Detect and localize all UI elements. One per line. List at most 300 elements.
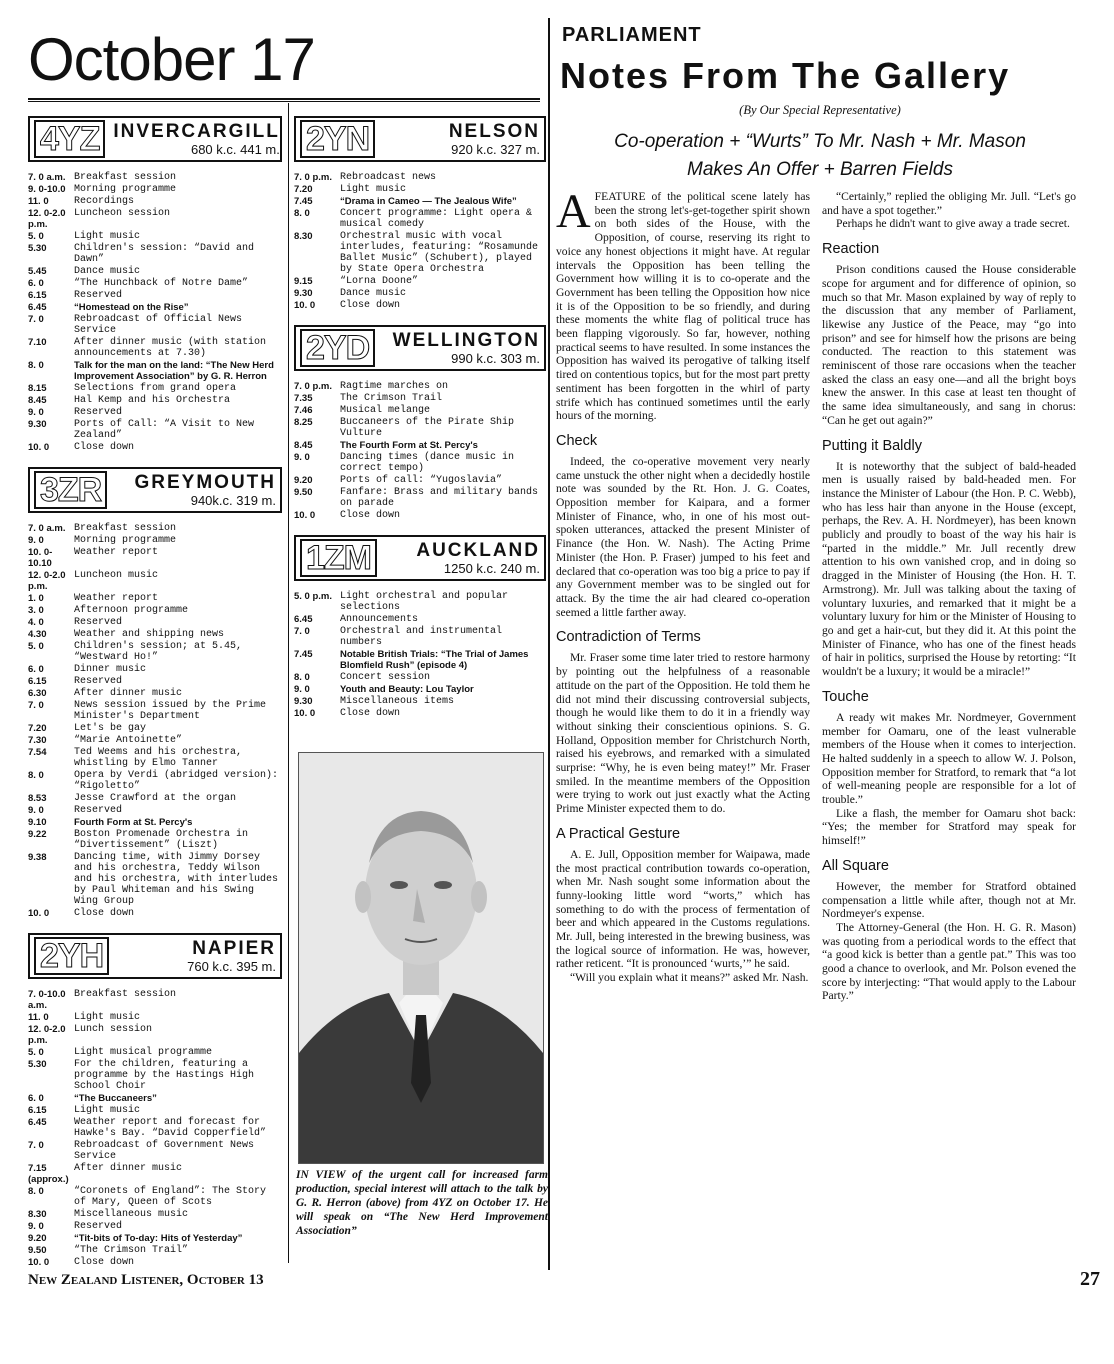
schedule-time: 10. 0 <box>28 1257 50 1268</box>
schedule-programme: Concert programme: Light opera & musical comedy <box>340 208 533 230</box>
header-rule <box>28 98 540 100</box>
schedule-time: 8.15 <box>28 383 47 394</box>
schedule-programme: Luncheon session <box>74 208 171 219</box>
station-meta <box>117 939 276 974</box>
schedule-programme: Weather report <box>74 593 159 604</box>
schedule-programme: Lunch session <box>74 1024 153 1035</box>
schedule-row <box>28 1059 282 1092</box>
article-column-1 <box>556 185 810 985</box>
schedule-time: 9. 0-10.0 <box>28 184 66 195</box>
schedule-programme: “Drama in Cameo — The Jealous Wife” <box>340 196 517 207</box>
schedule-programme: Announcements <box>340 614 419 625</box>
schedule-time: 8.25 <box>294 417 313 428</box>
schedule-time: 9.15 <box>294 276 313 287</box>
schedule-programme: “The Hunchback of Notre Dame” <box>74 278 249 289</box>
schedule-time: 7.15 (approx.) <box>28 1163 69 1185</box>
schedule-row <box>294 276 546 287</box>
schedule-programme: “The Crimson Trail” <box>74 1245 189 1256</box>
schedule-programme: Jesse Crawford at the organ <box>74 793 237 804</box>
schedule-row <box>28 793 282 804</box>
schedule-row <box>28 1221 282 1232</box>
schedule-programme: Rebroadcast news <box>340 172 437 183</box>
schedule-row <box>28 278 282 289</box>
schedule-column-right <box>294 116 546 733</box>
station-schedule <box>294 172 546 311</box>
schedule-programme: Children's session: “David and Dawn” <box>74 243 255 265</box>
article-byline: (By Our Special Representative) <box>739 103 901 117</box>
schedule-time: 6. 0 <box>28 664 44 675</box>
schedule-programme: Breakfast session <box>74 989 177 1000</box>
schedule-time: 6.15 <box>28 676 47 687</box>
station-frequency: 990 k.c. 303 m. <box>451 350 540 366</box>
schedule-time: 9.30 <box>294 696 313 707</box>
article-column-2 <box>822 190 1076 1003</box>
schedule-row <box>294 172 546 183</box>
schedule-row <box>28 617 282 628</box>
station-schedule <box>294 591 546 719</box>
article-paragraph: Perhaps he didn't want to give away a trade secret. <box>836 217 1070 231</box>
schedule-time: 9.20 <box>294 475 313 486</box>
station-meta <box>113 122 280 157</box>
schedule-time: 7. 0 p.m. <box>294 381 333 392</box>
schedule-programme: Close down <box>340 708 401 719</box>
schedule-time: 8. 0 <box>28 770 44 781</box>
schedule-programme: Ports of call: “Yugoslavia” <box>340 475 503 486</box>
schedule-time: 6.15 <box>28 290 47 301</box>
schedule-row <box>294 231 546 275</box>
schedule-time: 5. 0 p.m. <box>294 591 333 602</box>
schedule-row <box>294 696 546 707</box>
schedule-time: 8. 0 <box>294 672 310 683</box>
schedule-programme: For the children, featuring a programme by the Hastings High School Choir <box>74 1059 255 1092</box>
station-city: WELLINGTON <box>392 329 540 351</box>
station-header <box>28 467 282 513</box>
station-schedule <box>28 989 282 1268</box>
schedule-time: 8.30 <box>294 231 313 242</box>
schedule-time: 5.30 <box>28 243 47 254</box>
schedule-row <box>294 649 546 671</box>
schedule-time: 7. 0 <box>294 626 310 637</box>
schedule-programme: Hal Kemp and his Orchestra <box>74 395 231 406</box>
schedule-row <box>28 908 282 919</box>
article-paragraph: It is noteworthy that the subject of bald-headed men is usually raised by bald-headed men. For instance the Minister of Labour (the Hon. P. C. Webb), who has less hair than anyone in the House (except, perhaps, the Rev. A. H. Nordmeyer), has been known publicly and proudly to boast of the way his hair is “parted in the middle.” Mr. Jull recently drew attention to his own vanished crop, and in doing so dragged in the Minister of Housing (the Hon. H. T. Armstrong). Mr. Jull was talking about the taxing of voluntary luxuries, and remarked that it might be a voluntary luxury for him or the Minister of Housing to go and get a hair-cut, but they did it. At this point the Minister of Finance, who has one of the finest heads of hair in politics, surprised the House by retorting: “It wouldn't be a luxury; it would be a miracle!” <box>822 459 1076 679</box>
station-block <box>28 933 282 1268</box>
schedule-row <box>28 664 282 675</box>
article-subhead: Putting it Baldly <box>822 437 922 454</box>
schedule-time: 7.45 <box>294 649 313 660</box>
schedule-time: 7. 0 p.m. <box>294 172 333 183</box>
schedule-row <box>28 688 282 699</box>
schedule-row <box>28 747 282 769</box>
schedule-programme: Opera by Verdi (abridged version): “Rigoletto” <box>74 770 279 792</box>
schedule-programme: After dinner music <box>74 1163 183 1174</box>
schedule-time: 8.45 <box>294 440 313 451</box>
schedule-programme: Buccaneers of the Pirate Ship Vulture <box>340 417 515 439</box>
schedule-programme: Orchestral and instrumental numbers <box>340 626 503 648</box>
schedule-row <box>28 535 282 546</box>
schedule-programme: Miscellaneous items <box>340 696 455 707</box>
station-callsign: 2YN <box>300 120 375 158</box>
schedule-row <box>28 770 282 792</box>
schedule-time: 8. 0 <box>294 208 310 219</box>
schedule-programme: Light music <box>74 231 141 242</box>
schedule-programme: Reserved <box>74 676 123 687</box>
station-header <box>294 325 546 371</box>
station-schedule <box>28 172 282 453</box>
schedule-row <box>294 288 546 299</box>
schedule-programme: Dancing time, with Jimmy Dorsey and his orchestra, Teddy Wilson and his orchestra, with interludes by Paul Whiteman and his Swing Wing Group <box>74 852 279 907</box>
schedule-row <box>294 393 546 404</box>
article-paragraph: “Certainly,” replied the obliging Mr. Jull. “Let's go and have a spot together.” <box>822 190 1076 217</box>
station-frequency: 920 k.c. 327 m. <box>451 141 540 157</box>
schedule-time: 7.46 <box>294 405 313 416</box>
station-frequency: 940k.c. 319 m. <box>190 492 276 508</box>
schedule-time: 7.20 <box>294 184 313 195</box>
schedule-row <box>28 442 282 453</box>
schedule-row <box>28 989 282 1011</box>
schedule-time: 7.10 <box>28 337 47 348</box>
schedule-programme: Dance music <box>74 266 141 277</box>
schedule-row <box>28 852 282 907</box>
schedule-row <box>28 314 282 336</box>
schedule-row <box>28 1105 282 1116</box>
schedule-time: 9.50 <box>294 487 313 498</box>
schedule-row <box>294 440 546 451</box>
article-subhead: All Square <box>822 857 889 874</box>
schedule-time: 12. 0-2.0 p.m. <box>28 208 66 230</box>
schedule-time: 7. 0-10.0 a.m. <box>28 989 66 1011</box>
schedule-time: 6.15 <box>28 1105 47 1116</box>
schedule-programme: Fourth Form at St. Percy's <box>74 817 193 828</box>
schedule-row <box>28 243 282 265</box>
station-meta <box>115 473 276 508</box>
schedule-row <box>294 184 546 195</box>
station-meta <box>383 331 540 366</box>
schedule-time: 10. 0 <box>28 442 50 453</box>
schedule-row <box>28 1047 282 1058</box>
schedule-time: 5.30 <box>28 1059 47 1070</box>
schedule-time: 4.30 <box>28 629 47 640</box>
schedule-programme: Weather report <box>74 547 159 558</box>
station-callsign: 4YZ <box>34 120 105 158</box>
schedule-time: 5. 0 <box>28 1047 44 1058</box>
schedule-time: 8.45 <box>28 395 47 406</box>
schedule-row <box>28 1024 282 1046</box>
station-city: GREYMOUTH <box>134 471 276 493</box>
article-subhead: Reaction <box>822 241 880 258</box>
schedule-time: 7. 0 <box>28 1140 44 1151</box>
deck-line-1: Co-operation + “Wurts” To Mr. Nash + Mr. Mason <box>614 131 1026 152</box>
schedule-programme: “Tit-bits of To-day: Hits of Yesterday” <box>74 1233 243 1244</box>
schedule-time: 7. 0 a.m. <box>28 523 66 534</box>
schedule-programme: Children's session; at 5.45, “Westward Ho!” <box>74 641 243 663</box>
schedule-programme: Notable British Trials: “The Trial of James Blomfield Rush” (episode 4) <box>340 649 529 671</box>
schedule-time: 6.45 <box>28 302 47 313</box>
schedule-time: 9. 0 <box>28 805 44 816</box>
schedule-programme: Miscellaneous music <box>74 1209 189 1220</box>
schedule-row <box>28 1209 282 1220</box>
schedule-programme: Concert session <box>340 672 431 683</box>
schedule-row <box>28 419 282 441</box>
station-frequency: 1250 k.c. 240 m. <box>443 560 540 576</box>
schedule-time: 3. 0 <box>28 605 44 616</box>
lead-text: FEATURE of the political scene lately has been the strong let's-get-together spirit shown on both sides of the House, with the Opposition, of course, reserving its right to voice any honest objections it might have. At regular intervals the Opposition has been telling the Government how willing it is to co-operate and the Government has been telling the Opposition how nice it is of the Opposition to be so friendly, and during these moments the white flag of political truce has been flapping vigorously. So far, however, nothing practical seems to have resulted. In some instances the Opposition has waived its perogative of talking itself tired on contentious topics, but for the most part pretty sentiment has been forgotten in the whirl of party strife which has continued sometimes until the early hours of the morning. <box>556 190 810 423</box>
article-paragraph: Prison conditions caused the House considerable scope for argument and for difference of opinion, so much so that Mr. Mason explained by way of reply to the discussion that any member of Parliament, likewise any Justice of the Peace, may “go into prison” and see for himself how the prisons are being conducted. The reaction to this statement was reminiscent of those rare occasions when the teacher asked the class an easy one—and all the bright boys knew the answer. In this case at least ten thought of the same idea simultaneously, and sang in chorus: “Can he get out again?” <box>822 263 1076 427</box>
station-block <box>294 535 546 719</box>
schedule-row <box>28 1245 282 1256</box>
footer-publication: New Zealand Listener, October 13 <box>28 1272 264 1288</box>
article-lead-paragraph <box>556 185 810 423</box>
schedule-row <box>28 196 282 207</box>
schedule-row <box>28 231 282 242</box>
schedule-time: 9.10 <box>28 817 47 828</box>
schedule-time: 7. 0 <box>28 700 44 711</box>
schedule-programme: “The Buccaneers” <box>74 1093 157 1104</box>
schedule-row <box>28 593 282 604</box>
schedule-programme: Ted Weems and his orchestra, whistling by Elmo Tanner <box>74 747 243 769</box>
schedule-row <box>28 523 282 534</box>
schedule-column-left <box>28 116 282 1282</box>
schedule-programme: Close down <box>340 300 401 311</box>
section-label: PARLIAMENT <box>562 24 702 46</box>
article-paragraph: A ready wit makes Mr. Nordmeyer, Government member for Oamaru, one of the least vulnerable members of the House when it comes to interjection. He halted suddenly in a speech to allow W. J. Polson, Opposition member for Stratford, to remark that “a lot of well-meaning people are responsible for a lot of trouble.” <box>822 710 1076 807</box>
schedule-row <box>28 829 282 851</box>
station-city: NELSON <box>448 120 540 142</box>
station-meta <box>383 122 540 157</box>
schedule-time: 7.45 <box>294 196 313 207</box>
schedule-time: 8.53 <box>28 793 47 804</box>
schedule-time: 9.20 <box>28 1233 47 1244</box>
schedule-time: 7.35 <box>294 393 313 404</box>
schedule-row <box>28 570 282 592</box>
schedule-time: 5.45 <box>28 266 47 277</box>
schedule-row <box>28 1012 282 1023</box>
schedule-programme: Light music <box>340 184 407 195</box>
schedule-row <box>294 591 546 613</box>
schedule-time: 8. 0 <box>28 1186 44 1197</box>
schedule-programme: Boston Promenade Orchestra in “Divertissement” (Liszt) <box>74 829 249 851</box>
schedule-row <box>28 1163 282 1185</box>
article-paragraph: However, the member for Stratford obtained compensation a little while after, though not at Mr. Nordmeyer's expense. <box>822 879 1076 921</box>
station-header <box>28 116 282 162</box>
schedule-row <box>28 723 282 734</box>
schedule-row <box>28 805 282 816</box>
station-schedule <box>294 381 546 521</box>
portrait-photo <box>298 752 544 1164</box>
schedule-time: 7.30 <box>28 735 47 746</box>
article-deck <box>570 128 1070 184</box>
schedule-row <box>28 184 282 195</box>
schedule-programme: Ports of Call: “A Visit to New Zealand” <box>74 419 255 441</box>
schedule-time: 9.30 <box>294 288 313 299</box>
article-paragraph: Like a flash, the member for Oamaru shot back: “Yes; the member for Stratford may speak for himself!” <box>822 806 1076 848</box>
station-meta <box>385 541 540 576</box>
column-divider <box>548 18 550 1270</box>
article-subhead: A Practical Gesture <box>556 825 681 842</box>
schedule-row <box>28 290 282 301</box>
schedule-time: 9. 0 <box>294 684 310 695</box>
schedule-programme: Morning programme <box>74 184 177 195</box>
schedule-programme: Recordings <box>74 196 135 207</box>
schedule-programme: “Homestead on the Rise” <box>74 302 189 313</box>
photo-caption: IN VIEW of the urgent call for increased farm production, special interest will attach to the talk by G. R. Herron (above) from 4YZ on October 17. He will speak on “The New Herd Improvement Association” <box>296 1169 548 1237</box>
schedule-programme: Close down <box>74 908 135 919</box>
article-subhead: Touche <box>822 688 869 705</box>
schedule-programme: Close down <box>340 510 401 521</box>
schedule-row <box>28 337 282 359</box>
schedule-row <box>28 172 282 183</box>
schedule-programme: Reserved <box>74 805 123 816</box>
schedule-row <box>28 629 282 640</box>
schedule-row <box>28 1117 282 1139</box>
schedule-row <box>294 417 546 439</box>
station-header <box>28 933 282 979</box>
schedule-time: 10. 0 <box>294 708 316 719</box>
schedule-programme: Light music <box>74 1105 141 1116</box>
schedule-time: 7. 0 a.m. <box>28 172 66 183</box>
header-rule-thin <box>28 101 540 102</box>
schedule-time: 6.45 <box>28 1117 47 1128</box>
schedule-divider <box>288 103 289 1263</box>
portrait-illustration <box>299 753 543 1163</box>
schedule-programme: Light music <box>74 1012 141 1023</box>
schedule-programme: Musical melange <box>340 405 431 416</box>
schedule-programme: Breakfast session <box>74 523 177 534</box>
schedule-row <box>28 605 282 616</box>
page-number: 27 <box>1080 1268 1100 1290</box>
schedule-row <box>294 452 546 474</box>
schedule-programme: Youth and Beauty: Lou Taylor <box>340 684 474 695</box>
schedule-time: 9.50 <box>28 1245 47 1256</box>
drop-cap: A <box>556 185 591 238</box>
station-schedule <box>28 523 282 919</box>
schedule-time: 9.30 <box>28 419 47 430</box>
schedule-time: 9.22 <box>28 829 47 840</box>
schedule-row <box>28 641 282 663</box>
schedule-programme: Rebroadcast of Official News Service <box>74 314 243 336</box>
schedule-programme: Dancing times (dance music in correct tempo) <box>340 452 515 474</box>
station-frequency: 760 k.c. 395 m. <box>187 958 276 974</box>
station-city: NAPIER <box>192 937 276 959</box>
schedule-time: 7.20 <box>28 723 47 734</box>
schedule-time: 10. 0 <box>294 510 316 521</box>
schedule-row <box>294 510 546 521</box>
schedule-time: 9. 0 <box>294 452 310 463</box>
schedule-programme: The Crimson Trail <box>340 393 443 404</box>
schedule-time: 10. 0 <box>294 300 316 311</box>
schedule-programme: Dance music <box>340 288 407 299</box>
schedule-programme: Breakfast session <box>74 172 177 183</box>
schedule-row <box>294 684 546 695</box>
schedule-time: 6.45 <box>294 614 313 625</box>
schedule-time: 7. 0 <box>28 314 44 325</box>
station-callsign: 2YH <box>34 937 109 975</box>
schedule-row <box>28 817 282 828</box>
schedule-programme: Dinner music <box>74 664 147 675</box>
schedule-programme: Rebroadcast of Government News Service <box>74 1140 255 1162</box>
schedule-programme: Orchestral music with vocal interludes, featuring: “Rosamunde Ballet Music” (Schubert), played by State Opera Orchestra <box>340 231 539 275</box>
schedule-row <box>28 1186 282 1208</box>
schedule-programme: Close down <box>74 1257 135 1268</box>
schedule-row <box>294 626 546 648</box>
schedule-row <box>294 487 546 509</box>
schedule-programme: Morning programme <box>74 535 177 546</box>
schedule-programme: “Lorna Doone” <box>340 276 419 287</box>
article-paragraph: The Attorney-General (the Hon. H. G. R. Mason) was quoting from a periodical words to the effect that “a good kick is better than a gentle pat.” This was too good a chance to overlook, and Mr. Polson evened the score by interjecting: “That would apply to the Labour Party.” <box>822 920 1076 1003</box>
schedule-programme: “Marie Antoinette” <box>74 735 183 746</box>
schedule-programme: After dinner music <box>74 688 183 699</box>
article-subhead: Contradiction of Terms <box>556 629 701 646</box>
station-frequency: 680 k.c. 441 m. <box>190 141 280 157</box>
schedule-time: 10. 0-10.10 <box>28 547 53 569</box>
schedule-time: 6.30 <box>28 688 47 699</box>
schedule-row <box>28 735 282 746</box>
schedule-programme: Light musical programme <box>74 1047 213 1058</box>
schedule-time: 9. 0 <box>28 407 44 418</box>
article-paragraph: “Will you explain what it means?” asked Mr. Nash. <box>570 971 809 985</box>
schedule-row <box>28 407 282 418</box>
schedule-programme: News session issued by the Prime Minister's Department <box>74 700 267 722</box>
station-callsign: 3ZR <box>34 471 107 509</box>
schedule-time: 7.54 <box>28 747 47 758</box>
station-header <box>294 535 546 581</box>
article-paragraph: Mr. Fraser some time later tried to restore harmony by pointing out the helpfulness of a reasonable attitude on the part of the Opposition. He told them he did not mind their discussing controversial subjects, though he would like them to do it in a friendly way without sinking their conscientious opinions. S. G. Holland, Opposition member for Christchurch North, raised his eyebrows, and remarked with a simulated surprise: “Why, he is even being matey!” Mr. Fraser smiled. In the meantime members of the Opposition were trying to work out just exactly what the Acting Prime Minister expected them to do. <box>556 651 810 816</box>
schedule-programme: Selections from grand opera <box>74 383 237 394</box>
schedule-row <box>294 672 546 683</box>
station-block <box>294 325 546 521</box>
schedule-row <box>28 1093 282 1104</box>
schedule-time: 12. 0-2.0 p.m. <box>28 570 66 592</box>
schedule-row <box>28 360 282 382</box>
article-headline: Notes From The Gallery <box>560 55 1011 96</box>
schedule-time: 12. 0-2.0 p.m. <box>28 1024 66 1046</box>
station-callsign: 2YD <box>300 329 375 367</box>
schedule-time: 6. 0 <box>28 1093 44 1104</box>
article-subhead: Check <box>556 432 598 449</box>
schedule-programme: Let's be gay <box>74 723 147 734</box>
schedule-row <box>294 196 546 207</box>
article-paragraph: A. E. Jull, Opposition member for Waipawa, made the most practical contribution towards co-operation, when Mr. Nash sought some information about the funny-looking little word “worts,” which has something to do with the process of fermentation of beer and which appeared in the Customs regulations. Mr. Jull, being interested in the brewing business, was the logical source of information. He was, however, rather reticent. “It is pronounced ‘wurts,’” he said. <box>556 847 810 971</box>
schedule-row <box>28 700 282 722</box>
station-block <box>28 467 282 919</box>
schedule-programme: Close down <box>74 442 135 453</box>
schedule-row <box>28 1233 282 1244</box>
schedule-programme: “Coronets of England”: The Story of Mary, Queen of Scots <box>74 1186 267 1208</box>
schedule-row <box>294 614 546 625</box>
schedule-row <box>28 1140 282 1162</box>
schedule-time: 8.30 <box>28 1209 47 1220</box>
schedule-programme: Fanfare: Brass and military bands on parade <box>340 487 539 509</box>
schedule-row <box>28 383 282 394</box>
station-city: AUCKLAND <box>416 539 540 561</box>
schedule-row <box>294 405 546 416</box>
schedule-programme: Talk for the man on the land: “The New Herd Improvement Association” by G. R. Herron <box>74 360 274 382</box>
schedule-programme: Afternoon programme <box>74 605 189 616</box>
schedule-time: 1. 0 <box>28 593 44 604</box>
schedule-time: 9. 0 <box>28 535 44 546</box>
schedule-time: 10. 0 <box>28 908 50 919</box>
schedule-row <box>28 302 282 313</box>
schedule-time: 9.38 <box>28 852 47 863</box>
schedule-row <box>294 381 546 392</box>
schedule-row <box>28 547 282 569</box>
station-callsign: 1ZM <box>300 539 377 577</box>
schedule-time: 6. 0 <box>28 278 44 289</box>
deck-line-2: Makes An Offer + Barren Fields <box>687 159 953 180</box>
station-header <box>294 116 546 162</box>
schedule-row <box>28 266 282 277</box>
schedule-row <box>28 676 282 687</box>
